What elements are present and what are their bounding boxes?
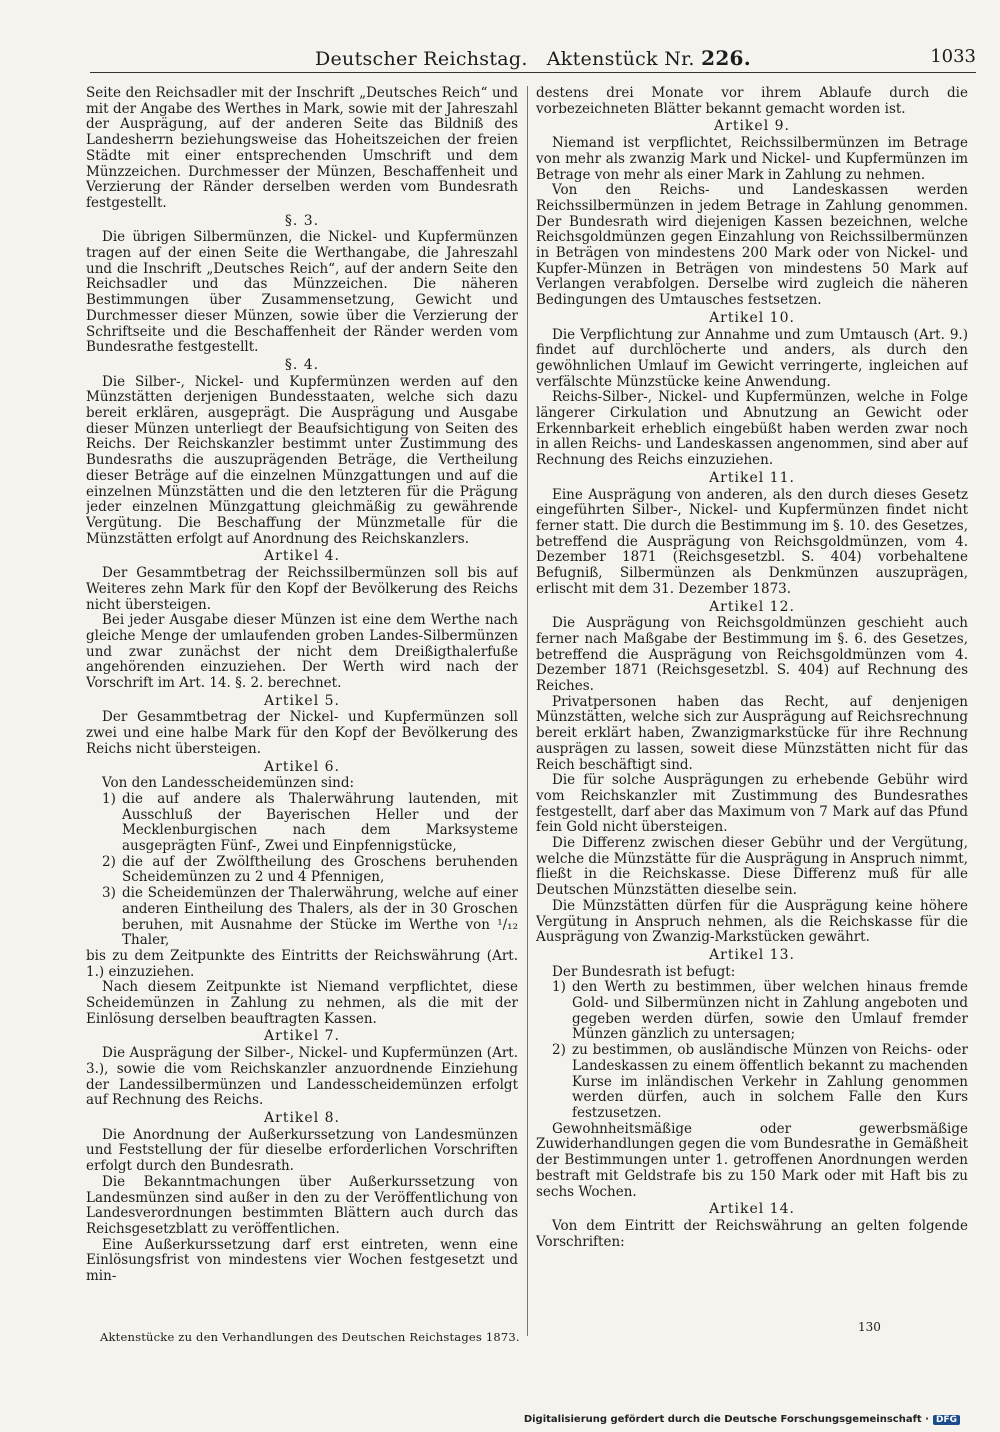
article-heading: Artikel 6. xyxy=(264,758,340,775)
signature-number: 130 xyxy=(858,1320,881,1334)
section-heading: §. 3. xyxy=(284,212,320,229)
article-heading: Artikel 4. xyxy=(264,548,340,565)
left-column xyxy=(86,86,518,1336)
paragraph: Reichs-Silber-, Nickel- und Kupfermünzen, welche in Folge längerer Cirkulation und Abnutzung an Gewicht oder Erkennbarkeit erheblich eingebüßt haben werden zwar noch in allen Reichs- und Landeskassen angenommen, sind aber auf Rechnung des Reichs einzuziehen. xyxy=(536,389,968,469)
list-number: 1) xyxy=(102,790,116,807)
paragraph: Von dem Eintritt der Reichswährung an gelten folgende Vorschriften: xyxy=(536,1217,968,1250)
paragraph: Eine Ausprägung von anderen, als den durch dieses Gesetz eingeführten Silber-, Nickel- und Kupfermünzen findet nicht ferner statt. Die durch die Bestimmung im §. 10. des Gesetzes, betreffend die Ausprägung von Reichsgoldmünzen, vom 4. Dezember 1871 (Reichsgesetzbl. S. 404) vorbehaltene Befugniß, Silbermünzen als Denkmünzen auszuprägen, erlischt mit dem 31. Dezember 1873. xyxy=(536,486,968,597)
article-heading: Artikel 10. xyxy=(709,309,795,326)
paragraph: Die Ausprägung von Reichsgoldmünzen geschieht auch ferner nach Maßgabe der Bestimmung im §. 6. des Gesetzes, betreffend die Ausprägung von Reichsgoldmünzen vom 4. Dezember 1871 (Reichsgesetzbl. S. 404) auf Rechnung des Reiches. xyxy=(536,615,968,695)
article-heading: Artikel 9. xyxy=(714,118,790,135)
page-number: 1033 xyxy=(930,46,976,67)
paragraph: Die Verpflichtung zur Annahme und zum Umtausch (Art. 9.) findet auf durchlöcherte und anders, als durch den gewöhnlichen Umlauf im Gewicht verringerte, ingleichen auf verfälschte Münzstücke keine Anwendung. xyxy=(536,326,968,390)
list-item xyxy=(102,855,518,886)
right-column xyxy=(536,86,968,1336)
paragraph: Die Münzstätten dürfen für die Ausprägung keine höhere Vergütung in Anspruch nehmen, als die Reichskasse für die Ausprägung von Zwanzig-Markstücken gewährt. xyxy=(536,897,968,946)
header-rule xyxy=(90,72,976,73)
paragraph: Der Bundesrath ist befugt: xyxy=(552,963,736,980)
document-number: 226. xyxy=(701,46,752,70)
digitization-note xyxy=(524,1414,960,1425)
list-number: 2) xyxy=(102,853,116,870)
paragraph: Von den Landesscheidemünzen sind: xyxy=(102,775,355,792)
paragraph: Der Gesammtbetrag der Reichssilbermünzen soll bis auf Weiteres zehn Mark für den Kopf der Bevölkerung des Reichs nicht übersteigen. xyxy=(86,565,518,613)
paragraph: Die für solche Ausprägungen zu erhebende Gebühr wird vom Reichskanzler mit Zustimmung des Bundesrathes festgestellt, darf aber das Maximum von 7 Mark auf das Pfund fein Gold nicht übersteigen. xyxy=(536,772,968,836)
list-item xyxy=(552,980,968,1043)
text-columns xyxy=(86,86,976,1336)
article-heading: Artikel 12. xyxy=(709,598,795,615)
paragraph: bis zu dem Zeitpunkte des Eintritts der Reichswährung (Art. 1.) einzuziehen. xyxy=(86,947,518,980)
article-13-list xyxy=(536,980,968,1121)
list-item xyxy=(552,1043,968,1122)
paragraph: Die Bekanntmachungen über Außerkurssetzung von Landesmünzen sind außer in den zu der Veröffentlichung von Landesverordnungen bestimmten Blättern auch durch das Reichsgesetzblatt zu veröffentlichen. xyxy=(86,1173,518,1237)
list-number: 1) xyxy=(552,979,566,996)
digitization-text: Digitalisierung gefördert durch die Deutsche Forschungsgemeinschaft · xyxy=(523,1414,929,1425)
list-text: die Scheidemünzen der Thalerwährung, welche auf einer anderen Eintheilung des Thalers, als der in 30 Groschen beruhen, mit Ausnahme der Stücke im Werthe von ¹/₁₂ Thaler, xyxy=(122,885,518,949)
paragraph: Nach diesem Zeitpunkte ist Niemand verpflichtet, diese Scheidemünzen in Zahlung zu nehmen, als die mit der Einlösung derselben beauftragten Kassen. xyxy=(86,979,518,1027)
article-heading: Artikel 5. xyxy=(264,692,340,709)
article-heading: Artikel 13. xyxy=(709,946,795,963)
paragraph: Privatpersonen haben das Recht, auf denjenigen Münzstätten, welche sich zur Ausprägung auf Reichsrechnung bereit erklärt haben, Zwanzigmarkstücke für ihre Rechnung ausprägen zu lassen, soweit diese Münzstätten nicht für das Reich beschäftigt sind. xyxy=(536,693,968,773)
list-text: die auf der Zwölftheilung des Groschens beruhenden Scheidemünzen zu 2 und 4 Pfennigen, xyxy=(122,853,518,886)
running-title-doc: Aktenstück Nr. xyxy=(546,48,695,70)
paragraph: Die übrigen Silbermünzen, die Nickel- und Kupfermünzen tragen auf der einen Seite die Werthangabe, die Jahreszahl und die Inschrift „Deutsches Reich“, auf der andern Seite den Reichsadler und das Münzzeichen. Die näheren Bestimmungen über Zusammensetzung, Gewicht und Durchmesser dieser Münzen, sowie über die Verzierung der Schriftseite und die Beschaffenheit der Ränder werden vom Bundesrathe festgestellt. xyxy=(86,229,518,356)
right-intro: destens drei Monate vor ihrem Ablaufe durch die vorbezeichneten Blätter bekannt gemacht worden ist. xyxy=(536,86,968,117)
paragraph: Eine Außerkurssetzung darf erst eintreten, wenn eine Einlösungsfrist von mindestens vier Wochen festgesetzt und min- xyxy=(86,1236,518,1285)
list-number: 2) xyxy=(552,1042,566,1059)
dfg-logo: DFG xyxy=(933,1415,960,1425)
list-number: 3) xyxy=(102,885,116,902)
list-text: zu bestimmen, ob ausländische Münzen von Reichs- oder Landeskassen zu einem öffentlich bekannt zu machenden Kurse im inländischen Verkehr in Zahlung genommen werden dürfen, auch in solchem Falle den Kurs festzusetzen. xyxy=(572,1042,968,1121)
list-item xyxy=(102,886,518,949)
running-title-prefix: Deutscher Reichstag. xyxy=(314,48,528,70)
paragraph: Die Silber-, Nickel- und Kupfermünzen werden auf den Münzstätten derjenigen Bundesstaaten, welche sich dazu bereit erklären, ausgeprägt. Die Ausprägung und Ausgabe dieser Münzen unterliegt der Beaufsichtigung von Seiten des Reichs. Der Reichskanzler bestimmt unter Zustimmung des Bundesraths die auszuprägenden Beträge, die Vertheilung dieser Beträge auf die einzelnen Münzgattungen und auf die einzelnen Münzstätten und die den letzteren für die Prägung jeder einzelnen Münzgattung gleichmäßig zu gewährende Vergütung. Die Beschaffung der Münzmetalle für die Münzstätten erfolgt auf Anordnung des Reichskanzlers. xyxy=(86,373,518,547)
list-text: die auf andere als Thalerwährung lautenden, mit Ausschluß der Bayerischen Heller und der Mecklenburgischen nach dem Marksysteme ausgeprägten Fünf-, Zwei und Einpfennigstücke, xyxy=(122,790,518,855)
running-title xyxy=(90,46,976,70)
paragraph: Die Differenz zwischen dieser Gebühr und der Vergütung, welche die Münzstätte für die Ausprägung in Anspruch nimmt, fließt in die Reichskasse. Diese Differenz muß für alle Deutschen Münzstätten dieselbe sein. xyxy=(536,835,968,899)
article-heading: Artikel 11. xyxy=(709,469,795,486)
paragraph: Die Anordnung der Außerkurssetzung von Landesmünzen und Feststellung der für dieselbe erforderlichen Vorschriften erfolgt durch den Bundesrath. xyxy=(86,1126,518,1175)
paragraph: Die Ausprägung der Silber-, Nickel- und Kupfermünzen (Art. 3.), sowie die vom Reichskanzler anzuordnende Einziehung der Landessilbermünzen und Landesscheidemünzen erfolgt auf Rechnung des Reichs. xyxy=(86,1045,518,1109)
section-heading: §. 4. xyxy=(284,356,320,373)
publication-footnote: Aktenstücke zu den Verhandlungen des Deutschen Reichstages 1873. xyxy=(100,1330,520,1344)
paragraph: Gewohnheitsmäßige oder gewerbsmäßige Zuwiderhandlungen gegen die vom Bundesrathe in Gemäßheit der Bestimmungen unter 1. getroffenen Anordnungen werden bestraft mit Geldstrafe bis zu 150 Mark oder mit Haft bis zu sechs Wochen. xyxy=(536,1120,968,1200)
paragraph: Bei jeder Ausgabe dieser Münzen ist eine dem Werthe nach gleiche Menge der umlaufenden groben Landes-Silbermünzen und zwar zunächst der nicht dem Dreißigthalerfuße angehörenden einzuziehen. Der Werth wird nach der Vorschrift im Art. 14. §. 2. berechnet. xyxy=(86,612,518,692)
column-divider xyxy=(527,86,528,1336)
list-text: den Werth zu bestimmen, über welchen hinaus fremde Gold- und Silbermünzen nicht in Zahlung angeboten und gegeben werden dürfen, sowie den Umlauf fremder Münzen gänzlich zu untersagen; xyxy=(572,979,968,1043)
article-heading: Artikel 14. xyxy=(709,1201,795,1218)
article-6-list xyxy=(86,792,518,949)
paragraph: Niemand ist verpflichtet, Reichssilbermünzen im Betrage von mehr als zwanzig Mark und Nickel- und Kupfermünzen im Betrage von mehr als einer Mark in Zahlung zu nehmen. xyxy=(536,135,968,183)
paragraph: Von den Reichs- und Landeskassen werden Reichssilbermünzen in jedem Betrage in Zahlung genommen. Der Bundesrath wird diejenigen Kassen bezeichnen, welche Reichsgoldmünzen gegen Einzahlung von Reichssilbermünzen in Beträgen von mindestens 200 Mark oder von Nickel- und Kupfer-Münzen in Beträgen von mindestens 50 Mark auf Verlangen verabfolgen. Derselbe wird zugleich die näheren Bedingungen des Umtausches festsetzen. xyxy=(536,182,968,309)
article-heading: Artikel 7. xyxy=(264,1028,340,1045)
article-heading: Artikel 8. xyxy=(264,1110,340,1126)
left-intro: Seite den Reichsadler mit der Inschrift „Deutsches Reich“ und mit der Angabe des Werthes in Mark, sowie mit der Jahreszahl der Ausprägung, auf der anderen Seite das Bildniß des Landesherrn beziehungsweise das Hoheitszeichen der freien Städte mit einer entsprechenden Umschrift und dem Münzzeichen. Durchmesser der Münzen, Beschaffenheit und Verzierung der Ränder derselben werden vom Bundesrath festgestellt. xyxy=(86,86,518,211)
list-item xyxy=(102,792,518,855)
paragraph: Der Gesammtbetrag der Nickel- und Kupfermünzen soll zwei und eine halbe Mark für den Kopf der Bevölkerung des Reichs nicht übersteigen. xyxy=(86,709,518,757)
